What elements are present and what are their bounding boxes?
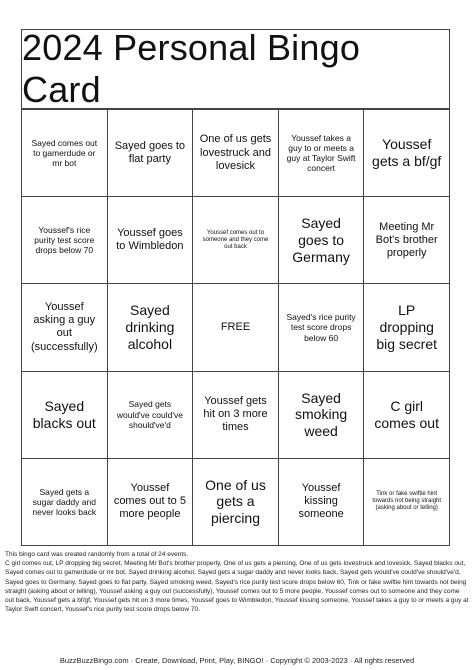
bingo-grid <box>21 109 450 546</box>
bingo-cell-15 <box>364 284 450 371</box>
cell-text: Sayed drinking alcohol <box>125 302 175 352</box>
cell-text: Youssef goes to Wimbledon <box>116 227 184 253</box>
bingo-cell-10 <box>364 197 450 284</box>
bingo-cell-14 <box>279 284 365 371</box>
cell-text: Youssef kissing someone <box>298 482 344 521</box>
bingo-cell-19 <box>279 372 365 459</box>
cell-text: Sayed smoking weed <box>295 389 348 440</box>
card-footnote <box>5 550 469 615</box>
bingo-cell-20 <box>364 372 450 459</box>
cell-text: Youssef asking a guy out (successfully) <box>30 301 98 353</box>
bingo-cell-free <box>193 284 279 371</box>
cell-text: Youssef comes out to someone and they come out back <box>202 229 269 250</box>
bingo-cell-1 <box>22 110 108 197</box>
cell-text: LP dropping big secret <box>376 302 438 352</box>
free-space: FREE <box>220 320 251 333</box>
cell-text: Sayed gets a sugar daddy and never looks back <box>32 486 97 517</box>
bingo-cell-23 <box>193 459 279 546</box>
bingo-cell-21 <box>22 459 108 546</box>
cell-text: Sayed goes to Germany <box>292 215 350 265</box>
cell-text: Sayed gets would've could've should've'd <box>116 399 183 430</box>
site-footer: BuzzBuzzBingo.com · Create, Download, Print, Play, BINGO! · Copyright © 2003-2023 · All rights reserved <box>59 656 415 665</box>
cell-text: Youssef's rice purity test score drops below 70 <box>34 225 95 256</box>
cell-text: C girl comes out <box>374 397 439 431</box>
cell-text: Youssef gets hit on 3 more times <box>203 394 268 434</box>
cell-text: Sayed's rice purity test score drops below 60 <box>286 312 356 343</box>
cell-text: Youssef comes out to 5 more people <box>113 482 186 521</box>
bingo-cell-11 <box>22 284 108 371</box>
card-title: 2024 Personal Bingo Card <box>22 27 361 110</box>
footnote-intro: This bingo card was created randomly from a total of 24 events. <box>5 551 189 558</box>
bingo-cell-5 <box>364 110 450 197</box>
bingo-cell-17 <box>108 372 194 459</box>
bingo-cell-3 <box>193 110 279 197</box>
bingo-cell-16 <box>22 372 108 459</box>
bingo-cell-6 <box>22 197 108 284</box>
footnote-events: C girl comes out, LP dropping big secret, Meeting Mr Bot's brother properly, One of us gets a piercing, One of us gets lovestruck and lovesick, Sayed blacks out, Sayed comes out to gamerdude or mr bot, Sayed drinking alcohol, Sayed gets a sugar daddy and never looks back, Sayed gets would've could've should've'd, Sayed goes to Germany, Sayed goes to flat party, Sayed smoking weed, Sayed's rice purity test score drops below 60, Tink or fake swiftie hint towards not being straight (asking about or telling), Youssef asking a guy out (successfully), Youssef comes out to 5 more people, Youssef comes out to someone and they come out back, Youssef gets a bf/gf, Youssef gets hit on 3 more times, Youssef goes to Wimbledon, Youssef kissing someone, Youssef takes a guy to or meets a guy at Taylor Swift concert, Youssef's rice purity test score drops below 70. <box>5 560 469 614</box>
cell-text: Tink or fake swiftie hint towards not being straight (asking about or telling) <box>372 491 442 512</box>
cell-text: Meeting Mr Bot's brother properly <box>375 220 438 259</box>
bingo-cell-2 <box>108 110 194 197</box>
cell-text: One of us gets lovestruck and lovesick <box>199 133 272 172</box>
bingo-cell-22 <box>108 459 194 546</box>
cell-text: Sayed blacks out <box>32 397 96 431</box>
bingo-cell-7 <box>108 197 194 284</box>
cell-text: Sayed goes to flat party <box>114 139 186 166</box>
bingo-cell-18 <box>193 372 279 459</box>
bingo-cell-4 <box>279 110 365 197</box>
bingo-cell-8 <box>193 197 279 284</box>
bingo-cell-9 <box>279 197 365 284</box>
bingo-cell-25 <box>364 459 450 546</box>
cell-text: Sayed comes out to gamerdude or mr bot <box>31 137 98 169</box>
bingo-cell-24 <box>279 459 365 546</box>
cell-text: Youssef takes a guy to or meets a guy at Taylor Swift concert <box>286 132 356 174</box>
card-title-box <box>21 29 450 109</box>
cell-text: Youssef gets a bf/gf <box>372 136 442 170</box>
bingo-cell-12 <box>108 284 194 371</box>
cell-text: One of us gets a piercing <box>205 476 266 527</box>
